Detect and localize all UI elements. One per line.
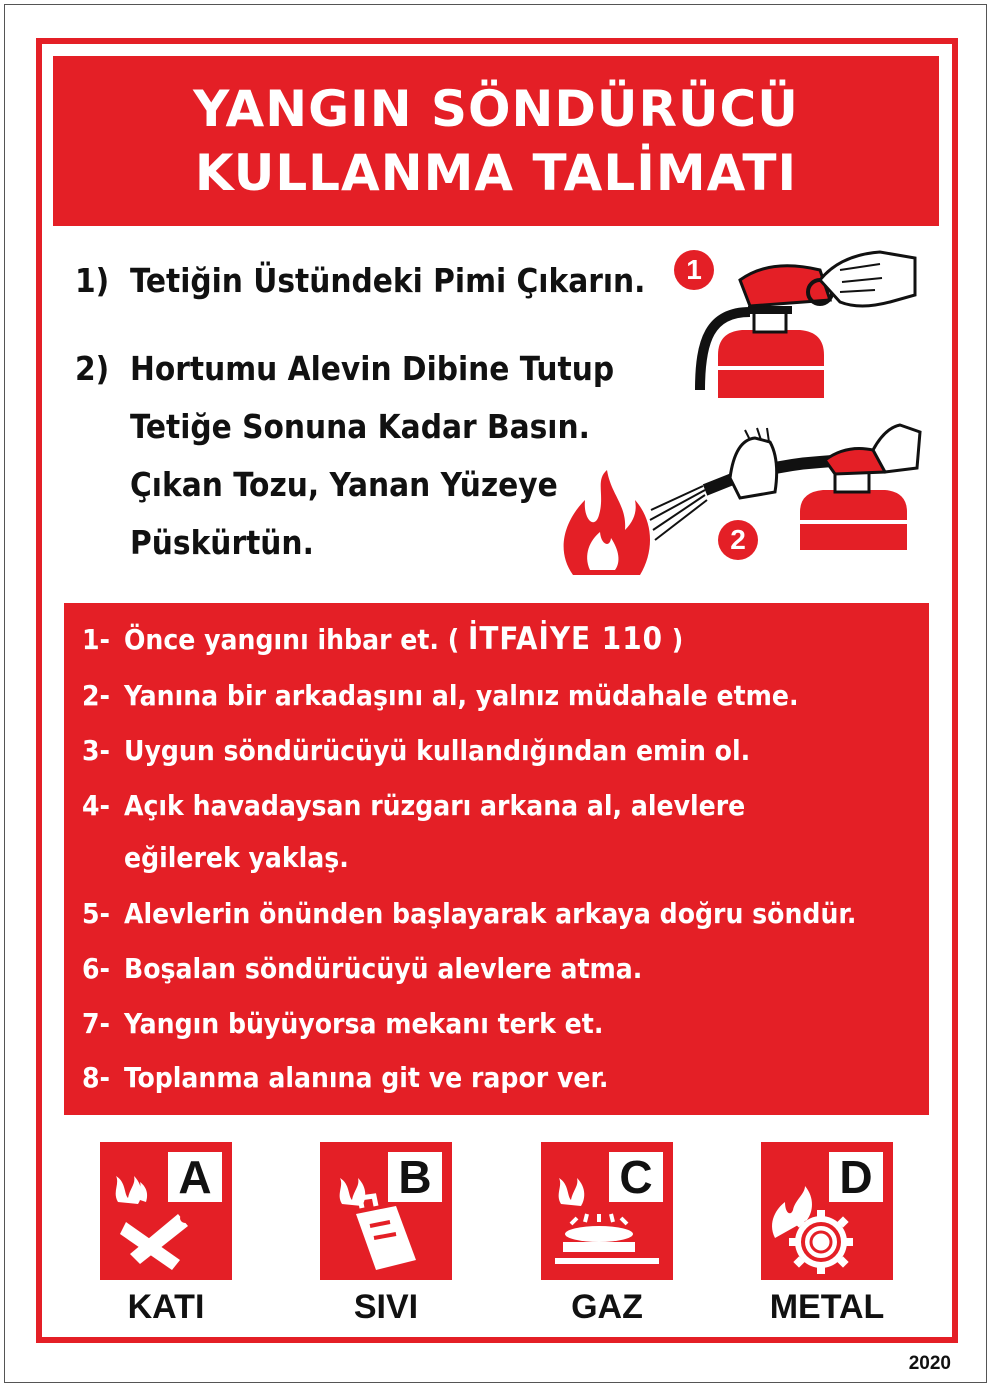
rule-2: 2- Yanına bir arkadaşını al, yalnız müdahale etme. xyxy=(82,679,799,712)
spray-fire-illustration-icon xyxy=(555,420,925,590)
rule-7: 7- Yangın büyüyorsa mekanı terk et. xyxy=(82,1007,604,1040)
rule-6: 6- Boşalan söndürücüyü alevlere atma. xyxy=(82,952,643,985)
title-line-1: YANGIN SÖNDÜRÜCÜ xyxy=(193,80,799,138)
fire-class-letter: D xyxy=(829,1152,883,1202)
rule-4-continuation: eğilerek yaklaş. xyxy=(124,841,349,874)
fire-department-number: İTFAİYE 110 xyxy=(468,621,664,657)
step-text-line-3: Çıkan Tozu, Yanan Yüzeye xyxy=(130,465,558,504)
fire-class-label: METAL xyxy=(769,1288,885,1326)
step-number: 2) xyxy=(75,349,110,388)
year-label: 2020 xyxy=(908,1353,951,1374)
rule-1: 1- Önce yangını ihbar et. ( İTFAİYE 110 ) xyxy=(82,621,684,657)
fire-class-letter: B xyxy=(388,1152,442,1202)
fire-class-label: KATI xyxy=(127,1288,205,1326)
fire-class-label: SIVI xyxy=(353,1288,419,1326)
fire-class-b xyxy=(320,1142,452,1280)
step-badge-1: 1 xyxy=(674,250,714,290)
pull-pin-illustration-icon xyxy=(690,240,920,400)
fire-class-letter: A xyxy=(168,1152,222,1202)
fire-class-c xyxy=(541,1142,673,1280)
fire-class-a xyxy=(100,1142,232,1280)
fire-class-letter: C xyxy=(609,1152,663,1202)
step-text-line-2: Tetiğe Sonuna Kadar Basın. xyxy=(130,407,590,446)
rule-5: 5- Alevlerin önünden başlayarak arkaya doğru söndür. xyxy=(82,897,857,930)
fire-class-label: GAZ xyxy=(571,1288,643,1326)
step-text-line-1: Hortumu Alevin Dibine Tutup xyxy=(130,349,615,388)
title-line-2: KULLANMA TALİMATI xyxy=(194,144,798,202)
rule-4: 4- Açık havadaysan rüzgarı arkana al, alevlere xyxy=(82,789,746,822)
step-number: 1) xyxy=(75,261,110,300)
title-banner xyxy=(53,56,939,226)
step-badge-2: 2 xyxy=(718,520,758,560)
step-text: Tetiğin Üstündeki Pimi Çıkarın. xyxy=(130,261,646,300)
step-text-line-4: Püskürtün. xyxy=(130,523,314,562)
rule-8: 8- Toplanma alanına git ve rapor ver. xyxy=(82,1061,609,1094)
safety-rules-panel xyxy=(64,603,929,1115)
rule-3: 3- Uygun söndürücüyü kullandığından emin ol. xyxy=(82,734,751,767)
fire-class-d xyxy=(761,1142,893,1280)
